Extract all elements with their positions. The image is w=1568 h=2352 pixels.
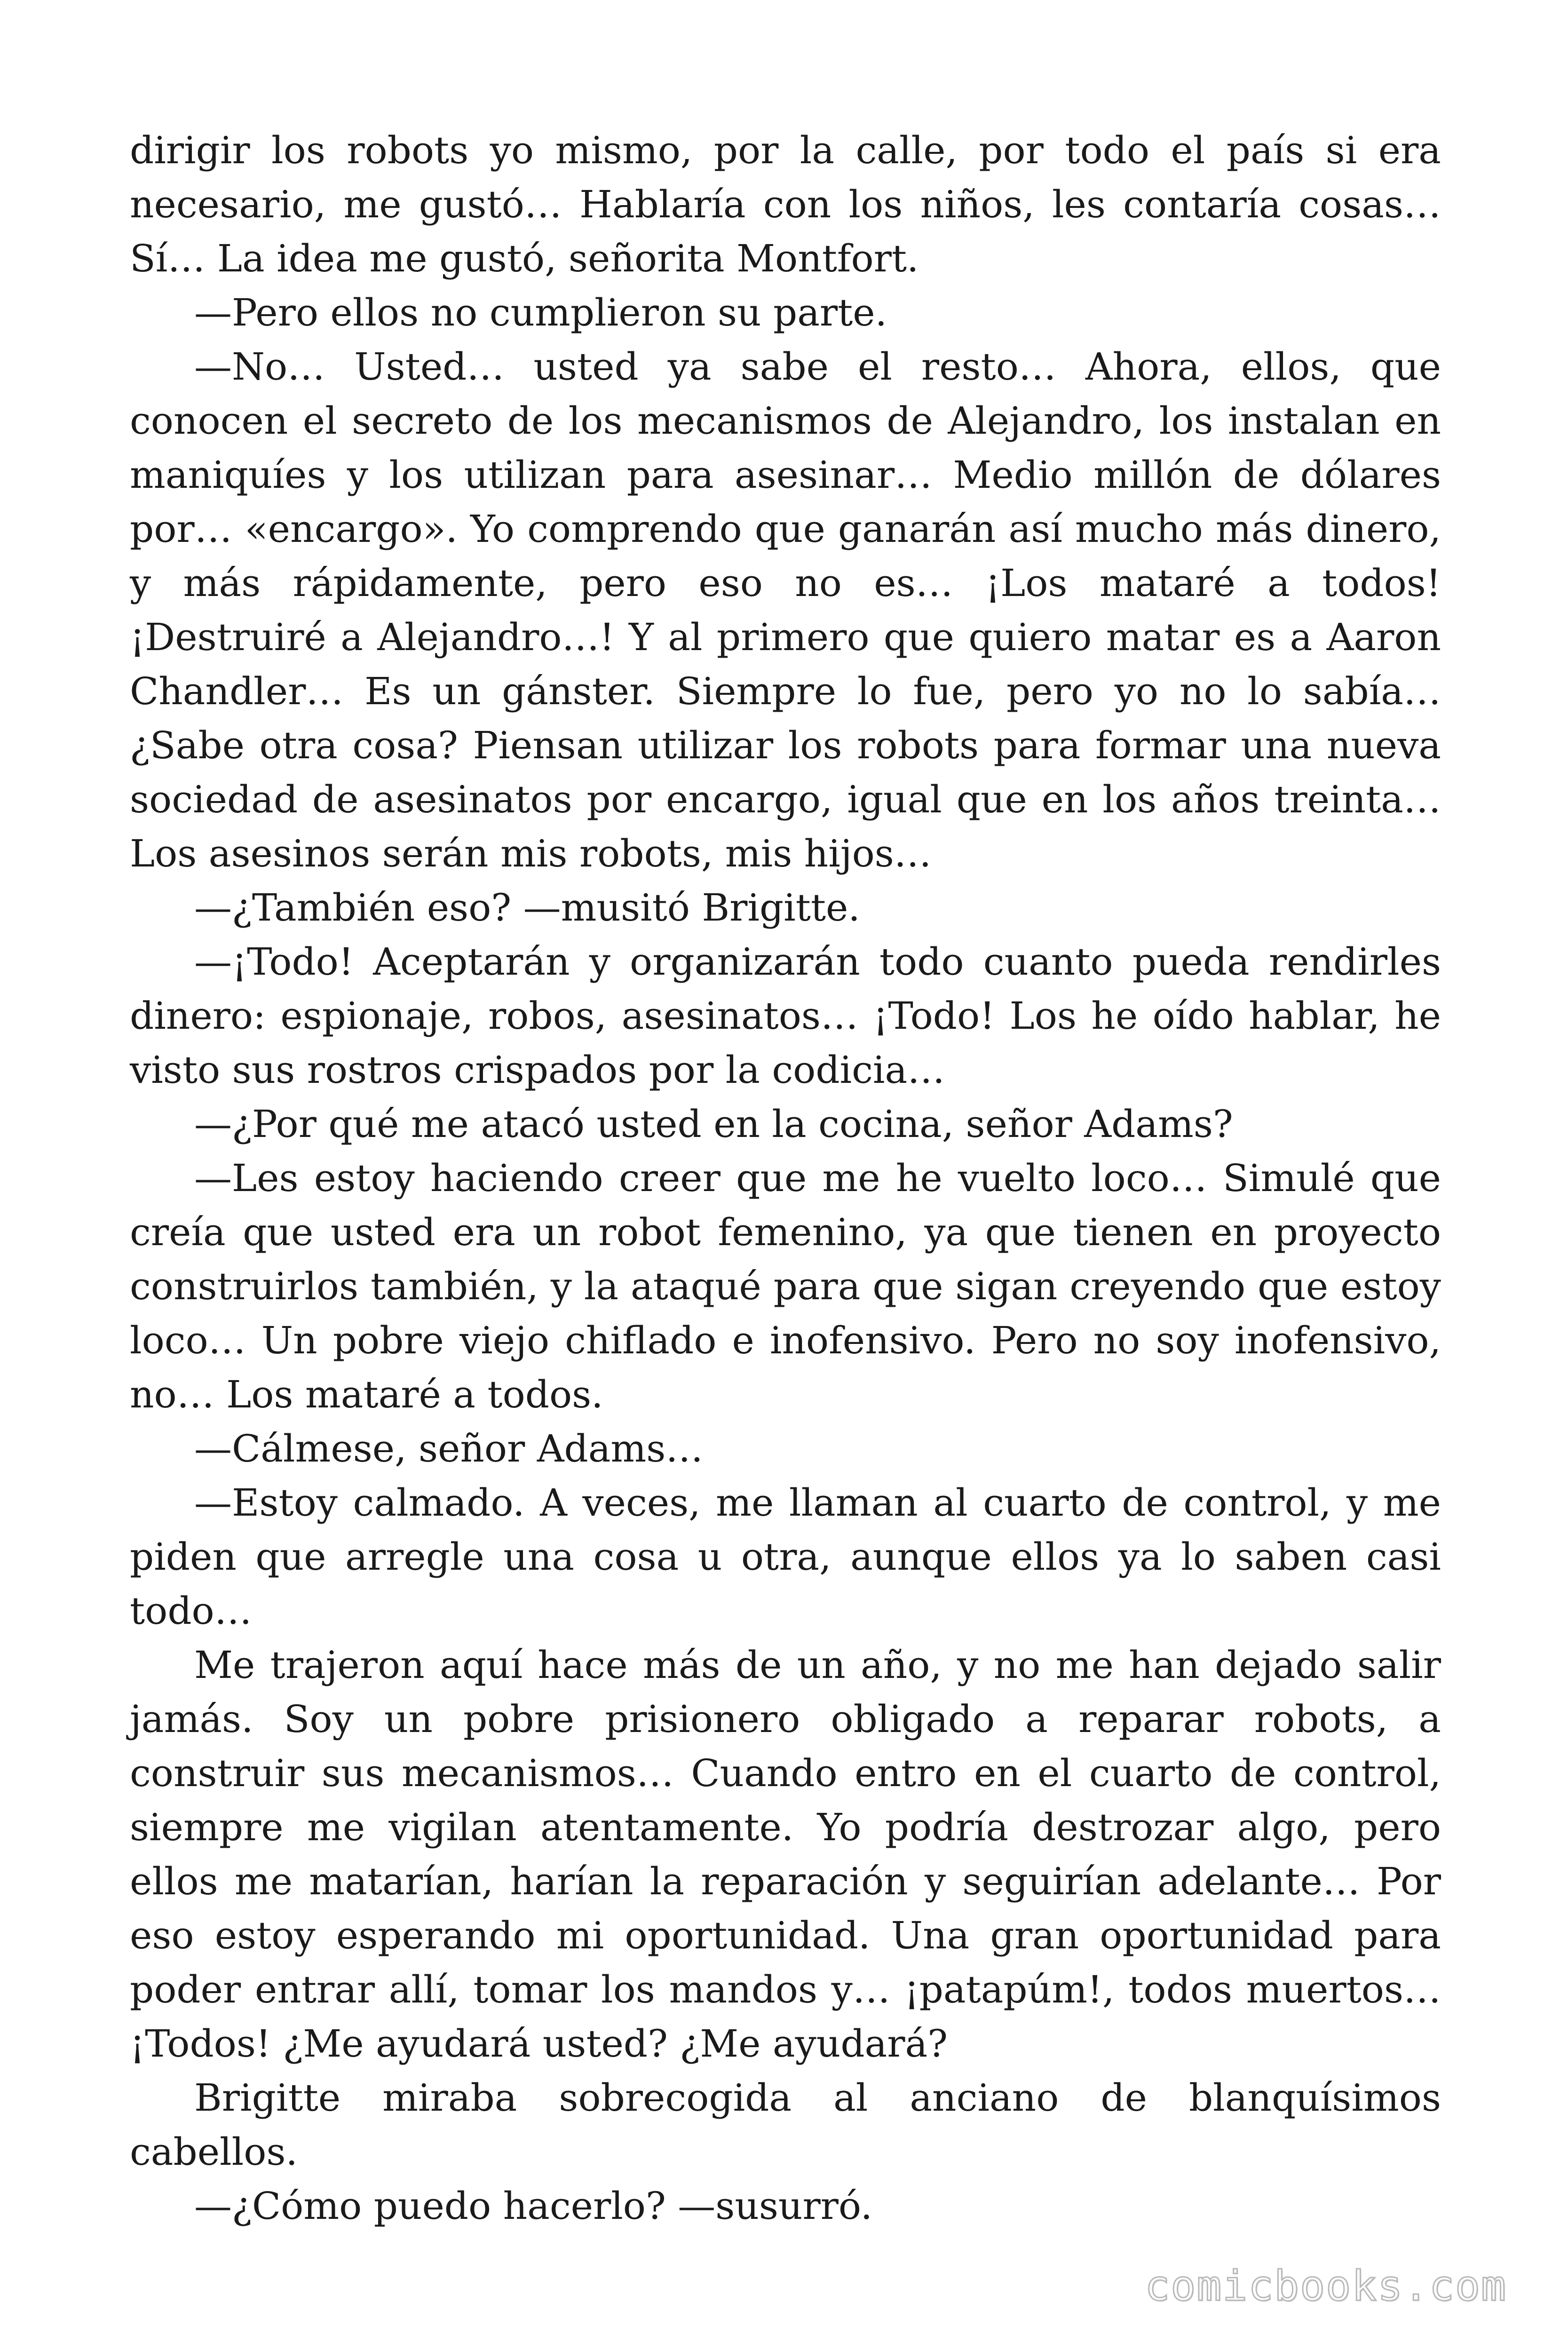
paragraph: Me trajeron aquí hace más de un año, y no me han dejado salir jamás. Soy un pobre prisionero obligado a reparar robots, a construir sus mecanismos… Cuando entro en el cuarto de control, siempre me vigilan atentamente. Yo podría destrozar algo, pero ellos me matarían, harían la reparación y seguirían adelante… Por eso estoy esperando mi oportunidad. Una gran oportunidad para poder entrar allí, tomar los mandos y… ¡patapúm!, todos muertos… ¡Todos! ¿Me ayudará usted? ¿Me ayudará? xyxy=(130,1643,1441,2066)
paragraph: —¿Por qué me atacó usted en la cocina, señor Adams? xyxy=(194,1102,1233,1146)
paragraph: —¿Cómo puedo hacerlo? —susurró. xyxy=(194,2184,873,2228)
book-page-text xyxy=(130,123,1441,2233)
paragraph: —Les estoy haciendo creer que me he vuelto loco… Simulé que creía que usted era un robot femenino, ya que tienen en proyecto construirlos también, y la ataqué para que sigan creyendo que estoy loco… Un pobre viejo chiflado e inofensivo. Pero no soy inofensivo, no… Los mataré a todos. xyxy=(130,1156,1441,1416)
paragraph: —Pero ellos no cumplieron su parte. xyxy=(194,291,887,334)
paragraph: —No… Usted… usted ya sabe el resto… Ahora, ellos, que conocen el secreto de los mecanismos de Alejandro, los instalan en maniquíes y los utilizan para asesinar… Medio millón de dólares por… «encargo». Yo comprendo que ganarán así mucho más dinero, y más rápidamente, pero eso no es… ¡Los mataré a todos! ¡Destruiré a Alejandro…! Y al primero que quiero matar es a Aaron Chandler… Es un gánster. Siempre lo fue, pero yo no lo sabía… ¿Sabe otra cosa? Piensan utilizar los robots para formar una nueva sociedad de asesinatos por encargo, igual que en los años treinta… Los asesinos serán mis robots, mis hijos… xyxy=(130,345,1441,875)
paragraph: Brigitte miraba sobrecogida al anciano de blanquísimos cabellos. xyxy=(130,2076,1441,2174)
paragraph: —Cálmese, señor Adams… xyxy=(194,1427,704,1470)
paragraph: —Estoy calmado. A veces, me llaman al cuarto de control, y me piden que arregle una cosa u otra, aunque ellos ya lo saben casi todo… xyxy=(130,1481,1441,1633)
paragraph: —¿También eso? —musitó Brigitte. xyxy=(194,886,860,930)
paragraph: —¡Todo! Aceptarán y organizarán todo cuanto pueda rendirles dinero: espionaje, robos, asesinatos… ¡Todo! Los he oído hablar, he visto sus rostros crispados por la codicia… xyxy=(130,940,1441,1092)
paragraph: dirigir los robots yo mismo, por la calle, por todo el país si era necesario, me gustó… Hablaría con los niños, les contaría cosas… Sí… La idea me gustó, señorita Montfort. xyxy=(130,128,1441,280)
watermark: comicbooks.com xyxy=(1145,2262,1507,2310)
